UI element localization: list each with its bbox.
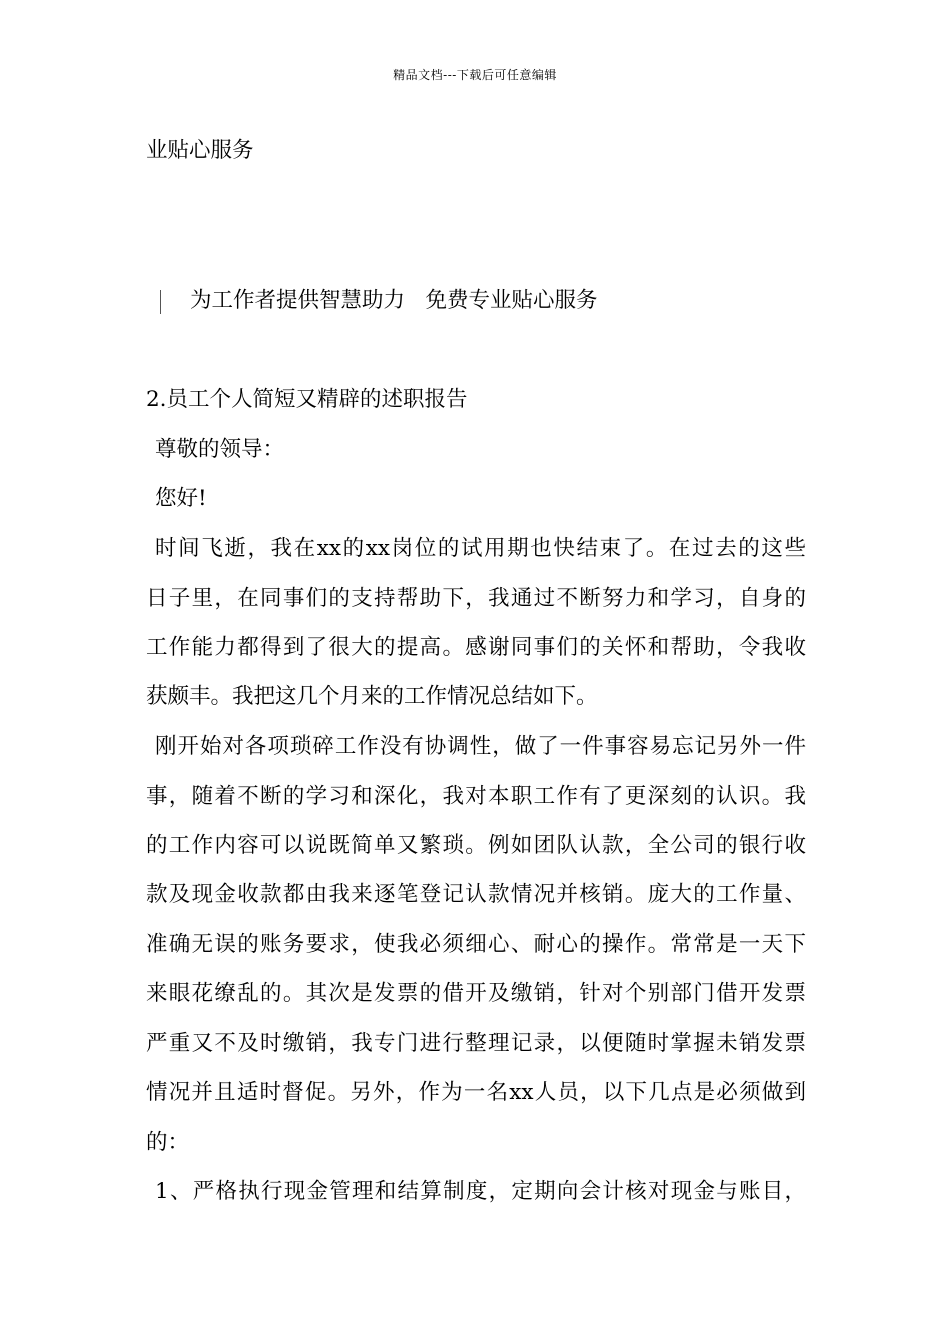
salutation: 尊敬的领导：	[155, 437, 285, 462]
top-fragment: 业贴心服务	[146, 138, 254, 163]
paragraph-line: 工作能力都得到了很大的提高。感谢同事们的关怀和帮助，令我收	[146, 635, 806, 660]
paragraph-line: 情况并且适时督促。另外，作为一名xx人员，以下几点是必须做到	[146, 1080, 806, 1105]
paragraph-line: 的工作内容可以说既简单又繁琐。例如团队认款，全公司的银行收	[146, 833, 806, 858]
paragraph-line: 严重又不及时缴销，我专门进行整理记录，以便随时掌握未销发票	[146, 1031, 806, 1056]
paragraph-line: 获颇丰。我把这几个月来的工作情况总结如下。	[146, 684, 598, 709]
paragraph-line: 来眼花缭乱的。其次是发票的借开及缴销，针对个别部门借开发票	[146, 981, 806, 1006]
banner-text: 为工作者提供智慧助力 免费专业贴心服务	[190, 288, 598, 313]
paragraph-line: 准确无误的账务要求，使我必须细心、耐心的操作。常常是一天下	[146, 932, 806, 957]
document-heading: 2.员工个人简短又精辟的述职报告	[146, 387, 468, 412]
header-note: 精品文档---下载后可任意编辑	[393, 68, 557, 82]
greeting: 您好!	[155, 486, 207, 511]
paragraph-line: 款及现金收款都由我来逐笔登记认款情况并核销。庞大的工作量、	[146, 882, 806, 907]
list-item-1: 1、严格执行现金管理和结算制度，定期向会计核对现金与账目，	[155, 1179, 806, 1204]
paragraph-line: 日子里，在同事们的支持帮助下，我通过不断努力和学习，自身的	[146, 586, 806, 611]
paragraph-line: 刚开始对各项琐碎工作没有协调性，做了一件事容易忘记另外一件	[155, 734, 806, 759]
paragraph-line: 事，随着不断的学习和深化，我对本职工作有了更深刻的认识。我	[146, 784, 806, 809]
banner-divider	[160, 290, 161, 314]
paragraph-line: 时间飞逝，我在xx的xx岗位的试用期也快结束了。在过去的这些	[155, 536, 806, 561]
paragraph-line: 的：	[146, 1130, 190, 1155]
